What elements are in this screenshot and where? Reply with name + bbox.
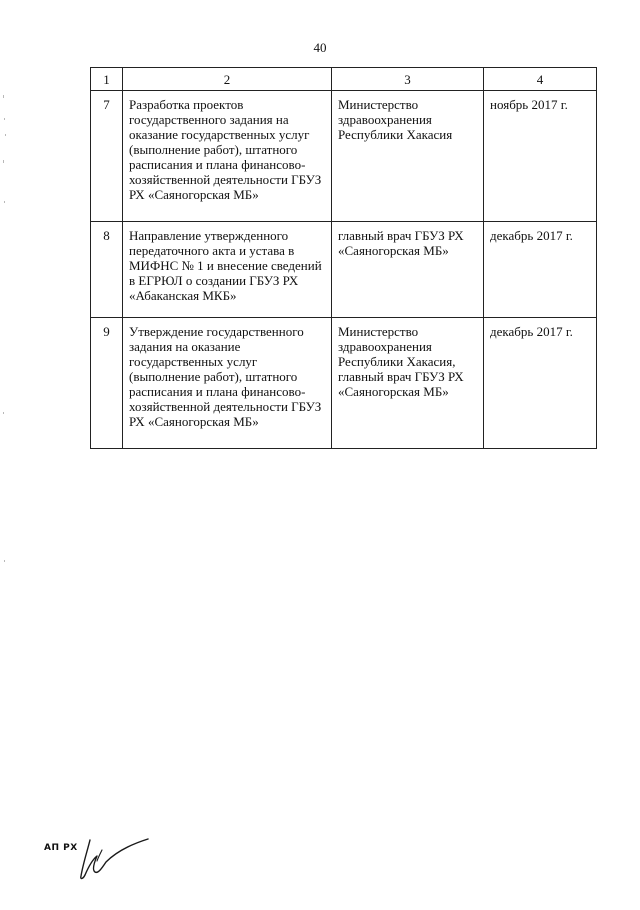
row-number: 9 <box>91 318 123 449</box>
table-row <box>91 318 597 449</box>
deadline-cell: ноябрь 2017 г. <box>484 91 597 222</box>
responsible-cell: главный врач ГБУЗ РХ «Саяногорская МБ» <box>332 222 484 318</box>
stamp-label: АП РХ <box>44 843 78 853</box>
row-number: 8 <box>91 222 123 318</box>
header-cell-3: 3 <box>332 68 484 91</box>
action-cell: Разработка проектов государственного задания на оказание государственных услуг (выполнение работ), штатного расписания и плана финансово-хозяйственной деятельности ГБУЗ РХ «Саяногорская МБ» <box>123 91 332 222</box>
plan-table <box>90 67 597 449</box>
row-number: 7 <box>91 91 123 222</box>
page-number: 40 <box>313 40 327 55</box>
responsible-cell: Министерство здравоохранения Республики Хакасия <box>332 91 484 222</box>
header-cell-4: 4 <box>484 68 597 91</box>
action-cell: Утверждение государственного задания на оказание государственных услуг (выполнение работ), штатного расписания и плана финансово-хозяйственной деятельности ГБУЗ РХ «Саяногорская МБ» <box>123 318 332 449</box>
header-cell-1: 1 <box>91 68 123 91</box>
table-row <box>91 91 597 222</box>
deadline-cell: декабрь 2017 г. <box>484 222 597 318</box>
deadline-cell: декабрь 2017 г. <box>484 318 597 449</box>
responsible-cell: Министерство здравоохранения Республики Хакасия, главный врач ГБУЗ РХ «Саяногорская МБ» <box>332 318 484 449</box>
table-header-row <box>91 68 597 91</box>
table-row <box>91 222 597 318</box>
header-cell-2: 2 <box>123 68 332 91</box>
action-cell: Направление утвержденного передаточного акта и устава в МИФНС № 1 и внесение сведений в ЕГРЮЛ о создании ГБУЗ РХ «Абаканская МКБ» <box>123 222 332 318</box>
signature-icon <box>76 830 152 886</box>
scan-margin-marks <box>0 0 14 905</box>
